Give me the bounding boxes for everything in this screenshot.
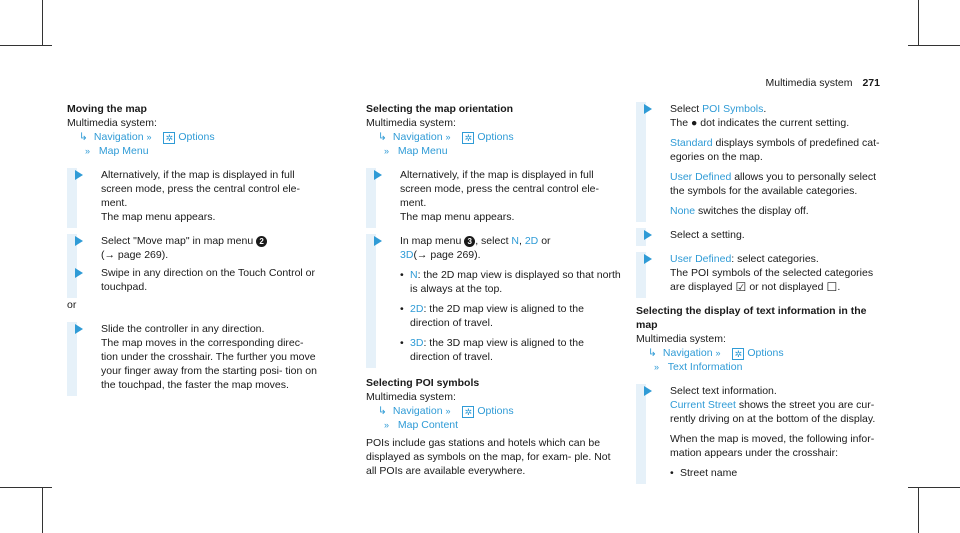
system-label: Multimedia system:: [366, 391, 456, 403]
menu-path: [366, 130, 621, 144]
step-text: [670, 252, 886, 266]
menu-path-2: [366, 144, 621, 158]
list-item: [400, 302, 621, 330]
gear-icon: ✲: [462, 406, 474, 418]
return-arrow-icon: ↳: [378, 131, 387, 143]
crop-mark: [908, 487, 960, 488]
option-text: allows you to personally select the symbols for the available categories.: [670, 171, 877, 197]
step: [67, 234, 322, 262]
system-label: Multimedia system:: [636, 333, 726, 345]
section-heading: Selecting the map orientation: [366, 103, 514, 115]
step: [636, 384, 886, 480]
step-result-a: The POI symbols of the selected categories are displayed: [670, 267, 874, 293]
list-item-text: : the 3D map view is aligned to the direction of travel.: [410, 337, 584, 363]
menu-path-2: [366, 418, 621, 432]
option-3d: 3D: [400, 249, 414, 261]
crop-mark: [908, 45, 960, 46]
step-result: The map menu appears.: [400, 211, 515, 223]
crop-mark: [0, 45, 52, 46]
step-text: Select text information.: [670, 385, 777, 397]
path-options: Options: [747, 347, 784, 359]
system-label: Multimedia system:: [67, 117, 157, 129]
step-arrow-icon: [374, 236, 382, 246]
option-2d: 2D: [524, 235, 539, 247]
option-description: [670, 204, 886, 218]
path-navigation: Navigation: [392, 405, 443, 417]
step-result: When the map is moved, the following infor‐ mation appears under the crosshair:: [670, 433, 875, 459]
step-result-b: or not displayed: [749, 281, 824, 293]
step-text: Select POI Symbols.: [670, 103, 767, 115]
crop-mark: [42, 487, 43, 533]
list-item-text: : the 2D map view is aligned to the direction of travel.: [410, 303, 584, 329]
poi-description: POIs include gas stations and hotels which can be displayed as symbols on the map, for exam‐ ple. Not all POIs are available everywhere.: [366, 437, 611, 477]
step-bar: [366, 234, 376, 368]
page-header: [766, 76, 880, 90]
step-bar: [636, 384, 646, 484]
double-chevron-icon: »: [384, 420, 390, 430]
step-text-b: : select categories.: [731, 253, 819, 265]
section-heading: Selecting the display of text information in the map: [636, 305, 867, 331]
step-text: Swipe in any direction on the Touch Control or touchpad.: [101, 267, 316, 293]
double-chevron-icon: »: [146, 132, 152, 142]
option-text: switches the display off.: [695, 205, 809, 217]
step: [636, 102, 886, 218]
option-n: N: [511, 235, 519, 247]
option-user-defined: User Defined: [670, 253, 732, 265]
option-description: [670, 170, 886, 198]
checkbox-unchecked-icon: ☐: [826, 280, 838, 294]
page-reference: (→ page 269).: [101, 249, 169, 261]
step: [636, 228, 886, 242]
path-map-menu: Map Menu: [98, 145, 149, 157]
step-text-b: , select: [475, 235, 509, 247]
path-text-information: Text Information: [667, 361, 743, 373]
option-poi-symbols: POI Symbols: [702, 103, 764, 115]
step-text: [101, 234, 322, 248]
step-arrow-icon: [374, 170, 382, 180]
menu-path-2: [636, 360, 886, 374]
path-options: Options: [477, 131, 514, 143]
crop-mark: [918, 487, 919, 533]
step: [67, 266, 322, 294]
double-chevron-icon: »: [715, 348, 721, 358]
step-text: Select a setting.: [670, 229, 745, 241]
option-text: shows the street you are cur‐ rently driving on at the bottom of the display.: [670, 399, 876, 425]
option-n: N: [410, 269, 418, 281]
or-word: or: [541, 235, 551, 247]
step: [67, 168, 322, 224]
path-map-content: Map Content: [397, 419, 459, 431]
path-navigation: Navigation: [662, 347, 713, 359]
crop-mark: [0, 487, 52, 488]
column-2: [366, 102, 621, 478]
return-arrow-icon: ↳: [79, 131, 88, 143]
menu-path: [636, 346, 886, 360]
option-text: displays symbols of predefined cat‐ egories on the map.: [670, 137, 880, 163]
or-label: or: [67, 299, 77, 311]
option-description: [670, 136, 886, 164]
callout-number: 2: [256, 236, 267, 247]
return-arrow-icon: ↳: [648, 347, 657, 359]
page-reference: (→ page 269).: [413, 249, 481, 261]
gear-icon: ✲: [732, 348, 744, 360]
double-chevron-icon: »: [445, 406, 451, 416]
step-arrow-icon: [644, 230, 652, 240]
page-number: 271: [862, 77, 880, 89]
list-item: [400, 268, 621, 296]
crop-mark: [918, 0, 919, 46]
list-item-text: : the 2D map view is displayed so that north is always at the top.: [410, 269, 621, 295]
step-arrow-icon: [75, 236, 83, 246]
double-chevron-icon: »: [445, 132, 451, 142]
column-3: [636, 102, 886, 480]
system-label: Multimedia system:: [366, 117, 456, 129]
path-options: Options: [477, 405, 514, 417]
path-map-menu: Map Menu: [397, 145, 448, 157]
step-text-a: Select: [670, 103, 700, 115]
double-chevron-icon: »: [654, 362, 660, 372]
gear-icon: ✲: [462, 132, 474, 144]
step-arrow-icon: [75, 324, 83, 334]
step-arrow-icon: [75, 268, 83, 278]
step: [366, 168, 621, 224]
section-heading: Moving the map: [67, 103, 147, 115]
option-description: [670, 398, 886, 426]
option-3d: 3D: [410, 337, 424, 349]
step-arrow-icon: [644, 254, 652, 264]
step-result: The POI symbols of the selected categories are displayed ☑ or not displayed ☐.: [670, 267, 874, 294]
step-result: The map moves in the corresponding direc‐ tion under the crosshair. The further you move your finger away from the starting posi‐ tion on the touchpad, the faster the map moves.: [101, 337, 317, 391]
list-item: [400, 336, 621, 364]
option-user-defined: User Defined: [670, 171, 732, 183]
option-current-street: Current Street: [670, 399, 736, 411]
path-navigation: Navigation: [93, 131, 144, 143]
step-text: In map menu 3 , select N, 2D or: [400, 235, 551, 247]
step-arrow-icon: [644, 386, 652, 396]
menu-path: [366, 404, 621, 418]
step-text: Slide the controller in any direction.: [101, 323, 265, 335]
step-arrow-icon: [75, 170, 83, 180]
checkbox-checked-icon: ☑: [735, 280, 747, 294]
step-text-a: In map menu: [400, 235, 462, 247]
callout-number: 3: [464, 236, 475, 247]
step: [366, 234, 621, 364]
list-item: • Street name: [670, 466, 886, 480]
header-title: Multimedia system: [765, 77, 853, 89]
section-heading: Selecting POI symbols: [366, 377, 480, 389]
step: [67, 322, 322, 392]
double-chevron-icon: »: [384, 146, 390, 156]
return-arrow-icon: ↳: [378, 405, 387, 417]
gear-icon: ✲: [163, 132, 175, 144]
step: [636, 252, 886, 294]
menu-path-2: [67, 144, 322, 158]
step-bar: [636, 102, 646, 222]
option-standard: Standard: [670, 137, 713, 149]
step-text-ref: [400, 248, 621, 262]
step-result: The ● dot indicates the current setting.: [670, 117, 850, 129]
step-text: Alternatively, if the map is displayed in full screen mode, press the central control ele‐ ment.: [101, 169, 301, 209]
menu-path: [67, 130, 322, 144]
step-result: The map menu appears.: [101, 211, 216, 223]
double-chevron-icon: »: [85, 146, 91, 156]
step-text: Alternatively, if the map is displayed in full screen mode, press the central control ele‐ ment.: [400, 169, 600, 209]
step-arrow-icon: [644, 104, 652, 114]
path-navigation: Navigation: [392, 131, 443, 143]
path-options: Options: [178, 131, 215, 143]
crop-mark: [42, 0, 43, 46]
step-text-a: Select "Move map" in map menu: [101, 235, 254, 247]
option-2d: 2D: [410, 303, 424, 315]
column-1: [67, 102, 322, 392]
option-none: None: [670, 205, 696, 217]
